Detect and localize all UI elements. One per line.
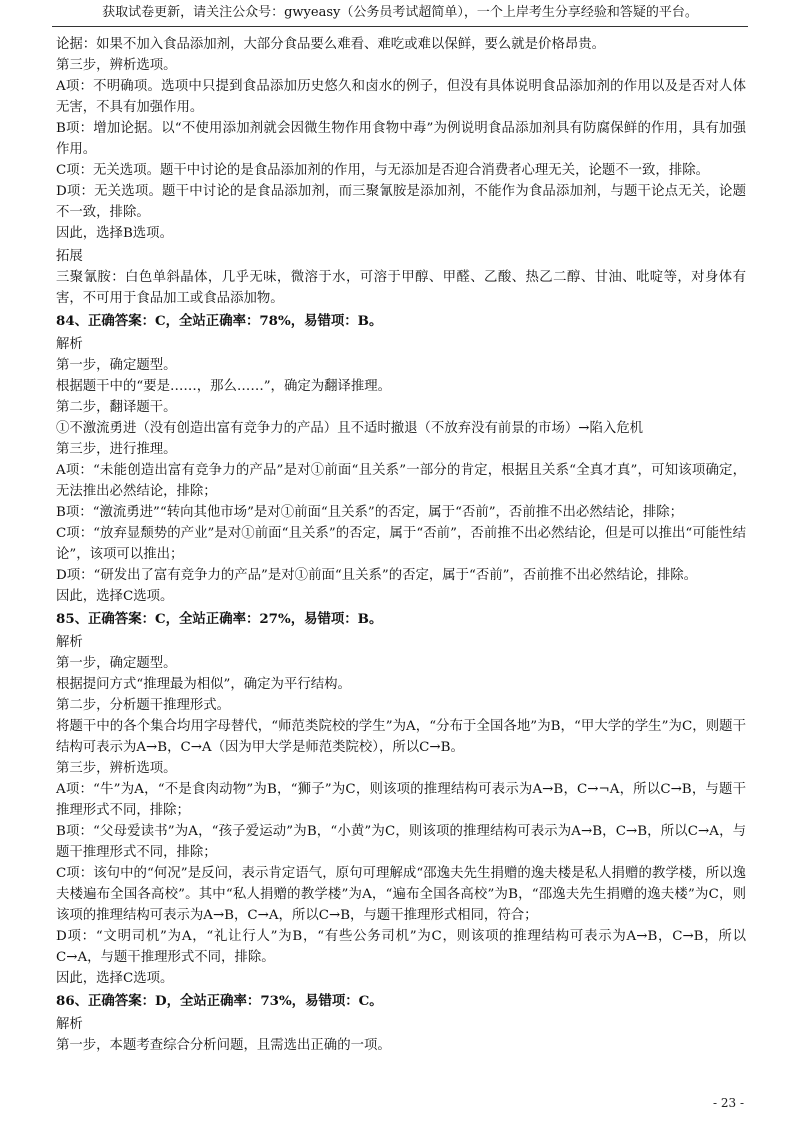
paragraph: ①不激流勇进（没有创造出富有竞争力的产品）且不适时撤退（不放弃没有前景的市场）→陷入危机 bbox=[56, 421, 644, 436]
paragraph: 第三步，辨析选项。 bbox=[56, 58, 177, 73]
paragraph: 因此，选择C选项。 bbox=[56, 971, 174, 986]
page-header: 获取试卷更新，请关注公众号：gwyeasy（公务员考试超简单），一个上岸考生分享经验和答疑的平台。 bbox=[102, 5, 698, 20]
paragraph: 三聚氰胺：白色单斜晶体，几乎无味，微溶于水，可溶于甲醇、甲醛、乙酸、热乙二醇、甘油、吡啶等，对身体有害，不可用于食品加工或食品添加物。 bbox=[56, 270, 746, 306]
paragraph: C项：无关选项。题干中讨论的是食品添加剂的作用，与无添加是否迎合消费者心理无关，论题不一致，排除。 bbox=[56, 163, 709, 178]
answer-heading: 86、正确答案：D，全站正确率：73%，易错项：C。 bbox=[56, 993, 383, 1009]
paragraph: C项：该句中的“何况”是反问，表示肯定语气，原句可理解成“邵逸夫先生捐赠的逸夫楼是私人捐赠的教学楼，所以逸夫楼遍布全国各高校”。其中“私人捐赠的教学楼”为A，“遍布全国各高校”为B，“邵逸夫先生捐赠的逸夫楼”为C，则该项的推理结构可表示为A→B，C→A，所以C→B，与题干推理形式相同，符合； bbox=[56, 866, 746, 923]
paragraph: 第三步，辨析选项。 bbox=[56, 761, 177, 776]
paragraph: A项：“未能创造出富有竞争力的产品”是对①前面“且关系”一部分的肯定，根据且关系“全真才真”，可知该项确定，无法推出必然结论，排除； bbox=[56, 463, 746, 499]
paragraph: B项：“父母爱读书”为A，“孩子爱运动”为B，“小黄”为C，则该项的推理结构可表示为A→B，C→B，所以C→A，与题干推理形式不同，排除； bbox=[56, 824, 746, 860]
paragraph: 第一步，本题考查综合分析问题，且需选出正确的一项。 bbox=[56, 1038, 391, 1053]
paragraph: 论据：如果不加入食品添加剂，大部分食品要么难看、难吃或难以保鲜，要么就是价格昂贵。 bbox=[56, 37, 606, 52]
paragraph: 因此，选择C选项。 bbox=[56, 589, 174, 604]
paragraph: 第二步，分析题干推理形式。 bbox=[56, 698, 231, 713]
answer-heading: 84、正确答案：C，全站正确率：78%，易错项：B。 bbox=[56, 313, 383, 329]
paragraph: 根据提问方式“推理最为相似”，确定为平行结构。 bbox=[56, 677, 351, 692]
page-number: - 23 - bbox=[712, 1096, 744, 1110]
paragraph: 第二步，翻译题干。 bbox=[56, 400, 177, 415]
paragraph: 将题干中的各个集合均用字母替代，“师范类院校的学生”为A，“分布于全国各地”为B，“甲大学的学生”为C，则题干结构可表示为A→B，C→A（因为甲大学是师范类院校），所以C→B。 bbox=[56, 719, 746, 755]
header-rule bbox=[52, 26, 748, 27]
paragraph: A项：不明确项。选项中只提到食品添加历史悠久和卤水的例子，但没有具体说明食品添加剂的作用以及是否对人体无害，不具有加强作用。 bbox=[56, 79, 746, 115]
answer-heading: 85、正确答案：C，全站正确率：27%，易错项：B。 bbox=[56, 611, 383, 627]
paragraph: D项：“文明司机”为A，“礼让行人”为B，“有些公务司机”为C，则该项的推理结构可表示为A→B，C→B，所以C→A，与题干推理形式不同，排除。 bbox=[56, 929, 746, 965]
paragraph: 第一步，确定题型。 bbox=[56, 358, 177, 373]
paragraph: 根据题干中的“要是……，那么……”，确定为翻译推理。 bbox=[56, 379, 392, 394]
section-label: 解析 bbox=[56, 635, 83, 650]
section-label: 解析 bbox=[56, 337, 83, 352]
section-label: 解析 bbox=[56, 1017, 83, 1032]
document-body bbox=[56, 34, 746, 1056]
paragraph: C项：“放弃显颓势的产业”是对①前面“且关系”的否定，属于“否前”，否前推不出必然结论，但是可以推出“可能性结论”，该项可以推出； bbox=[56, 526, 746, 562]
paragraph: A项：“牛”为A，“不是食肉动物”为B，“狮子”为C，则该项的推理结构可表示为A→B，C→¬A，所以C→B，与题干推理形式不同，排除； bbox=[56, 782, 746, 818]
paragraph: B项：“激流勇进”“转向其他市场”是对①前面“且关系”的否定，属于“否前”，否前推不出必然结论，排除； bbox=[56, 505, 684, 520]
paragraph: 第三步，进行推理。 bbox=[56, 442, 177, 457]
paragraph: 第一步，确定题型。 bbox=[56, 656, 177, 671]
paragraph: 因此，选择B选项。 bbox=[56, 226, 173, 241]
paragraph: D项：“研发出了富有竞争力的产品”是对①前面“且关系”的否定，属于“否前”，否前推不出必然结论，排除。 bbox=[56, 568, 697, 583]
section-label: 拓展 bbox=[56, 249, 83, 264]
paragraph: B项：增加论据。以“不使用添加剂就会因微生物作用食物中毒”为例说明食品添加剂具有防腐保鲜的作用，具有加强作用。 bbox=[56, 121, 746, 157]
paragraph: D项：无关选项。题干中讨论的是食品添加剂，而三聚氰胺是添加剂，不能作为食品添加剂，与题干论点无关，论题不一致，排除。 bbox=[56, 184, 746, 220]
